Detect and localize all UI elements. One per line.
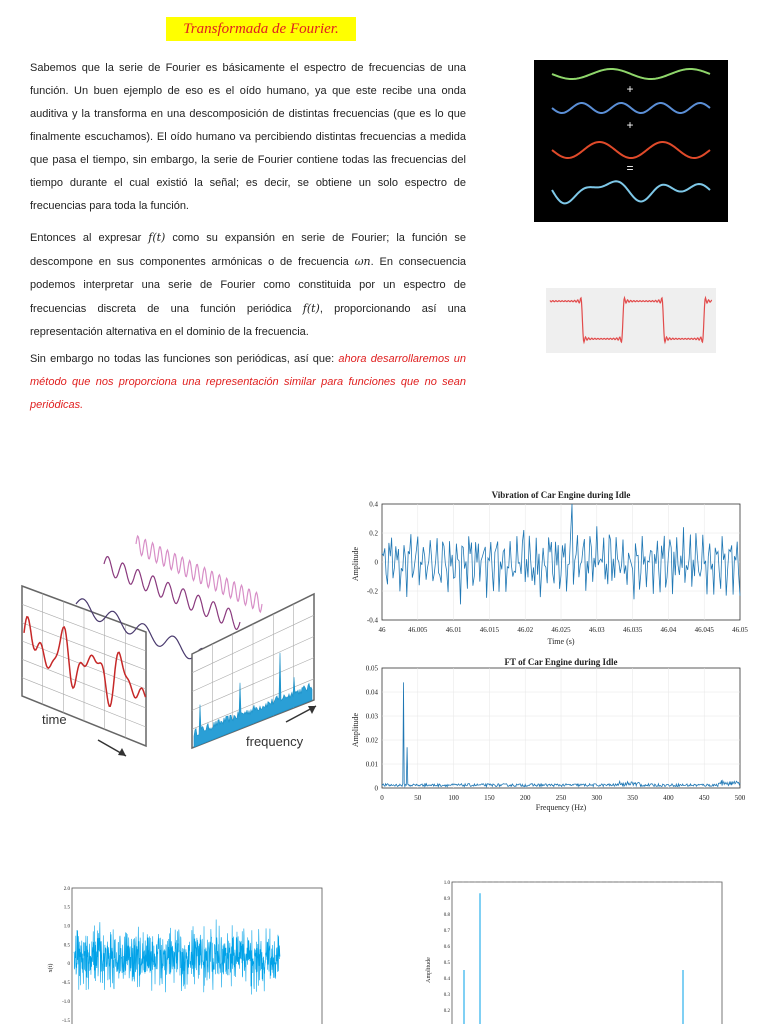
y-tick-label: 0.02 [365,736,378,745]
y-tick-label: 0.7 [443,928,450,934]
math-f-of-t-2: f(t) [302,302,320,315]
y-tick-label: 0 [374,784,378,793]
y-tick-label: 0 [67,962,70,968]
page-title: Transformada de Fourier. [166,17,356,41]
x-tick-label: 500 [734,794,746,802]
vibration-xlabel: Time (s) [547,637,575,646]
y-tick-label: -1.5 [62,1018,70,1024]
y-tick-label: 0.3 [443,992,450,998]
x-tick-label: 400 [663,794,674,802]
math-omega-n: ωn [354,255,371,268]
x-tick-label: 150 [484,794,495,802]
p2-text-b: como su expansión en serie de Fourier; la función se descompone en sus componentes armónicas o de frecuencia [30,232,466,268]
y-tick-label: 1.0 [443,880,450,886]
ft-chart [346,654,756,814]
wave-decomposition-figure [534,60,728,222]
frequency-label: frequency [246,734,304,749]
p2-text-c: . En consecuencia podemos interpretar una serie de Fourier como constituida por un espectro de frecuencias discreta de una función periódica [30,256,467,315]
x-tick-label: 46.01 [445,626,462,634]
y-tick-label: 0.4 [443,976,450,982]
spectrum-plot-area [452,882,722,1024]
math-f-of-t: f(t) [148,231,166,244]
p2-text-a: Entonces al expresar [30,232,149,244]
y-tick-label: -1.0 [62,999,70,1005]
x-tick-label: 250 [555,794,567,802]
x-tick-label: 46.015 [479,626,500,634]
y-tick-label: 0.9 [443,896,450,902]
paragraph-1: Sabemos que la serie de Fourier es básicamente el espectro de frecuencias de una función. Un buen ejemplo de eso es el oído humano, ya que este recibe una onda auditiva y la transforma en una descomposición de distintas frecuencias (que es lo que finalmente escuchamos). El oído humano va percibiendo distintas frecuencias a medida que pasa el tiempo, sin embargo, la serie de Fourier contiene todas las frecuencias del tiempo durante el cual existió la señal; es decir, se obtiene un solo espectro de frecuencias para toda la función. [30,62,466,212]
y-tick-label: -0.5 [62,981,70,987]
x-tick-label: 46.045 [694,626,714,634]
y-tick-label: 0.4 [369,500,378,509]
x-tick-label: 300 [591,794,603,802]
y-tick-label: 0.5 [443,960,450,966]
equals-sign: = [626,161,634,175]
spectrum-ylabel: Amplitude [426,957,432,983]
paragraph-2 [30,226,466,344]
x-tick-label: 46.03 [588,626,605,634]
plus-sign-2: + [626,118,634,132]
y-tick-label: 0.03 [365,712,378,721]
fourier-3d-illustration [18,534,330,766]
p3-text-a: Sin embargo no todas las funciones son periódicas, así que: [30,353,339,365]
y-tick-label: 2.0 [63,886,70,892]
x-tick-label: 100 [448,794,459,802]
noise-ylabel: x(t) [48,963,54,973]
y-tick-label: 0.8 [443,912,450,918]
y-tick-label: 0.04 [365,688,378,697]
x-tick-label: 46 [378,626,386,634]
time-label: time [42,712,67,727]
square-wave-figure [546,288,716,353]
y-tick-label: 0.5 [63,943,70,949]
ft-title: FT of Car Engine during Idle [504,657,618,667]
y-tick-label: 0.2 [369,529,378,538]
p3-emphasis: ahora desarrollaremos un método que nos proporciona una representación similar para funciones que no sean periódicas [30,353,466,411]
p2-text-d: , proporcionando así una representación alternativa en el dominio de la frecuencia. [30,303,466,338]
paragraph-3 [30,348,466,417]
ft-xlabel: Frequency (Hz) [535,803,587,812]
ft-ylabel: Amplitude [351,712,360,748]
y-tick-label: -0.2 [366,587,378,596]
x-tick-label: 450 [698,794,710,802]
x-tick-label: 200 [519,794,531,802]
y-tick-label: 1.5 [63,905,70,911]
spectrum-chart [420,876,730,1024]
y-tick-label: 0 [374,558,378,567]
y-tick-label: 0.05 [365,664,378,673]
sinusoid-3 [136,536,262,612]
vibration-chart [346,486,756,648]
plus-sign-1: + [626,82,634,96]
x-tick-label: 50 [414,794,422,802]
x-tick-label: 46.05 [732,626,748,634]
y-tick-label: 0.6 [443,944,450,950]
vibration-ylabel: Amplitude [351,546,360,582]
y-tick-label: -0.4 [366,616,378,625]
x-tick-label: 0 [380,794,384,802]
y-tick-label: 0.01 [365,760,378,769]
y-tick-label: 1.0 [63,924,70,930]
x-tick-label: 350 [627,794,638,802]
p3-end: . [80,399,84,411]
noise-chart [44,880,334,1024]
x-tick-label: 46.035 [622,626,643,634]
y-tick-label: 0.2 [443,1008,450,1014]
x-tick-label: 46.005 [408,626,428,634]
x-tick-label: 46.02 [517,626,534,634]
vibration-title: Vibration of Car Engine during Idle [491,490,631,500]
x-tick-label: 46.04 [660,626,677,634]
x-tick-label: 46.025 [551,626,571,634]
